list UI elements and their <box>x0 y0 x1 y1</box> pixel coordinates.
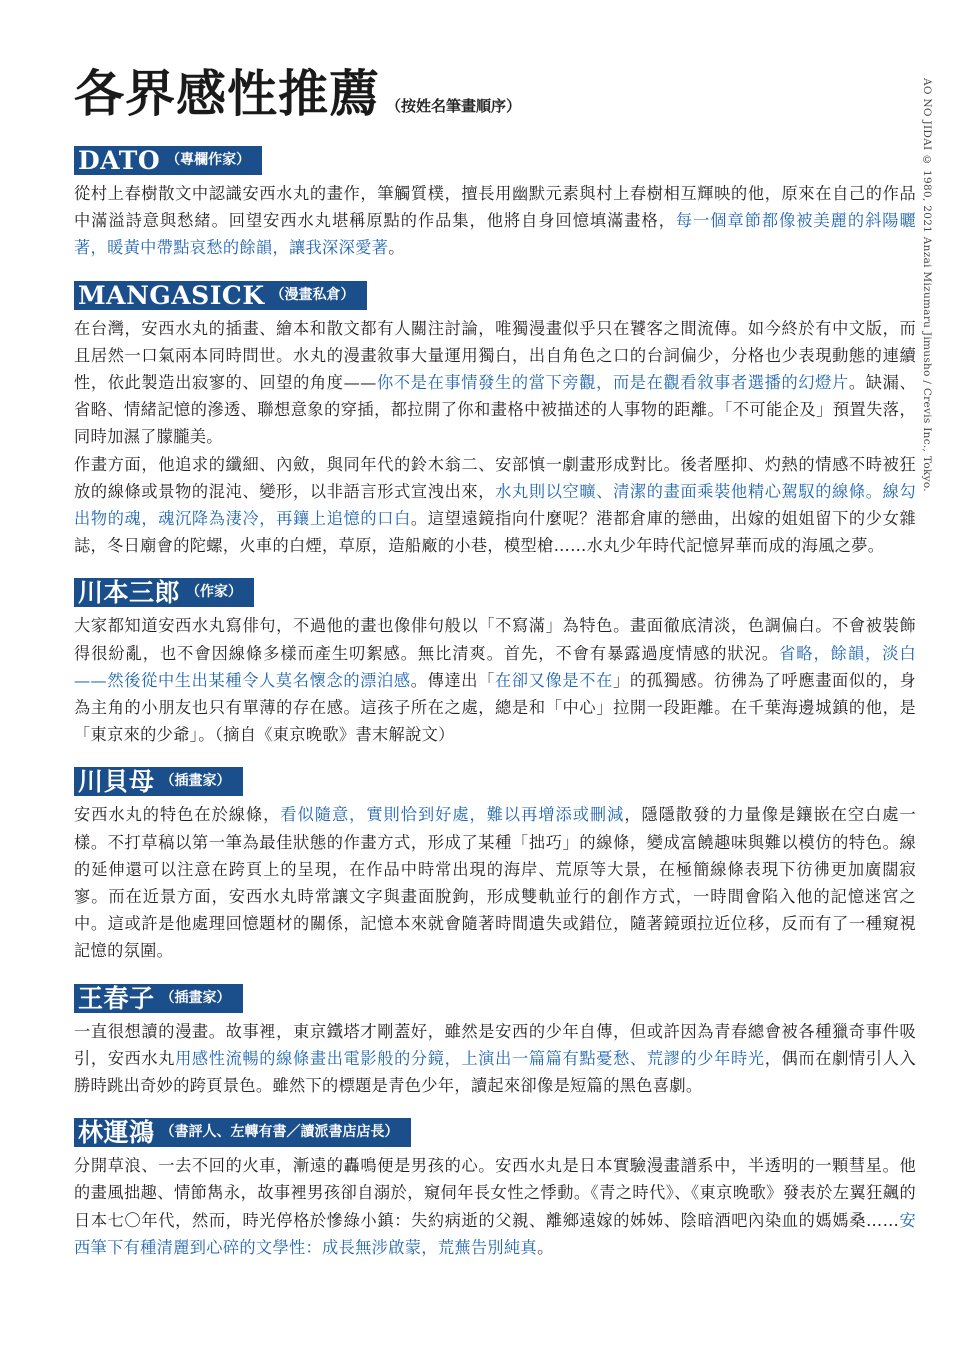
recommender-name: 王春子 <box>78 983 155 1013</box>
body-text: 安西水丸的特色在於線條， <box>74 805 281 825</box>
body-text: 在台灣，安西水丸的插畫、繪本和散文都有人關注討論，唯獨漫畫似乎只在饕客之間流傳。如今終於有中文版，而且居然一口氣兩本同時問世。水丸的漫畫敘事大量運用獨白，出自角色之口的台詞偏少，分格也少表現動態的連續性，依此製造出寂寥的、回望的角度—— <box>74 318 916 393</box>
recommender-role: （作家） <box>186 584 243 601</box>
recommender-header <box>74 146 262 175</box>
recommender-role: （專欄作家） <box>166 152 251 168</box>
recommendation-paragraph <box>74 1152 916 1261</box>
recommender-role: （書評人、左轉有書／讀派書店店長） <box>160 1124 399 1141</box>
recommender-name: 川貝母 <box>78 767 155 797</box>
highlighted-quote: 水丸則以空曠、清潔的畫面乘裝他精心駕馭的線條。線勾出物的魂，魂沉降為淒冷，再鑲上追憶的口白 <box>74 481 916 529</box>
body-text: 作畫方面，他追求的纖細、內斂，與同年代的鈴木翁二、安部慎一劇畫形成對比。後者壓抑、灼熱的情感不時被狂放的線條或景物的混沌、變形，以非語言形式宣洩出來， <box>74 454 916 501</box>
highlighted-quote: 每一個章節都像被美麗的斜陽曬著，暖黃中帶點哀愁的餘韻，讓我深深愛著 <box>74 211 917 258</box>
highlighted-quote: 在卻又像是不在 <box>495 670 613 690</box>
recommender-header <box>74 767 243 796</box>
recommendation-section <box>74 578 916 748</box>
highlighted-quote: 省略，餘韻，淡白——然後從中生出某種令人莫名懷念的漂泊感 <box>74 643 916 690</box>
recommender-header <box>74 281 367 310</box>
recommendation-section <box>74 767 916 964</box>
highlighted-quote: 安西筆下有種清麗到心碎的文學性：成長無涉啟蒙，荒蕪告別純真 <box>74 1210 916 1257</box>
recommender-name: 川本三郎 <box>78 578 181 608</box>
recommendation-paragraph <box>74 451 916 560</box>
recommendation-section <box>74 1118 916 1261</box>
recommendations-list <box>74 146 916 1261</box>
highlighted-quote: 看似隨意，實則恰到好處，難以再增添或刪減 <box>280 805 625 825</box>
body-text: 」的孤獨感。彷彿為了呼應畫面似的，身為主角的小朋友也只有單薄的存在感。這孩子所在之處，總是和「中心」拉開一段距離。在千葉海邊城鎮的他，是「東京來的少爺」。（摘自《東京晚歌》書末解說文） <box>74 670 916 745</box>
recommendation-section <box>74 281 916 560</box>
body-text: 一直很想讀的漫畫。故事裡，東京鐵塔才剛蓋好，雖然是安西的少年自傳，但或許因為青春總會被各種獵奇事件吸引，安西水丸 <box>74 1021 916 1068</box>
copyright-credit: AO NO JIDAI © 1980, 2021 Anzai Mizumaru Jimusho / Crevis Inc., Tokyo. <box>921 78 933 492</box>
body-text: 。 <box>388 238 405 258</box>
recommender-name: DATO <box>78 146 161 175</box>
recommender-role: （插畫家） <box>160 773 231 790</box>
body-text: 大家都知道安西水丸寫俳句，不過他的畫也像俳句般以「不寫滿」為特色。畫面徹底清淡，色調偏白。不會被裝飾得很紛亂，也不會因線條多樣而產生叨絮感。無比清爽。首先，不會有暴露過度情感的狀況。 <box>74 616 916 663</box>
highlighted-quote: 用感性流暢的線條畫出電影般的分鏡，上演出一篇篇有點憂愁、荒謬的少年時光 <box>175 1048 765 1068</box>
recommender-role: （插畫家） <box>160 989 231 1006</box>
recommender-role: （漫畫私倉） <box>270 286 355 303</box>
recommendation-paragraph <box>74 612 916 748</box>
title-note: （按姓名筆畫順序） <box>386 97 522 115</box>
recommender-header <box>74 1118 411 1147</box>
body-text: 。缺漏、省略、情緒記憶的滲透、聯想意象的穿插，都拉開了你和畫格中被描述的人事物的距離。「不可能企及」預置失落，同時加濕了朦朧美。 <box>74 373 916 447</box>
body-text: 。傳達出「 <box>410 670 495 690</box>
body-text: 從村上春樹散文中認識安西水丸的畫作，筆觸質樸，擅長用幽默元素與村上春樹相互輝映的他，原來在自己的作品中滿溢詩意與愁緒。回望安西水丸堪稱原點的作品集，他將自身回憶填滿畫格， <box>74 184 916 231</box>
recommendation-paragraph <box>74 801 916 964</box>
recommender-name: 林運鴻 <box>78 1118 155 1148</box>
highlighted-quote: 你不是在事情發生的當下旁觀，而是在觀看敘事者選播的幻燈片 <box>376 373 849 393</box>
recommendation-paragraph <box>74 315 916 451</box>
body-text: 。這望遠鏡指向什麼呢？港都倉庫的戀曲，出嫁的姐姐留下的少女雜誌，冬日廟會的陀螺，火車的白煙，草原，造船廠的小巷，模型槍……水丸少年時代記憶昇華而成的海風之夢。 <box>74 509 916 556</box>
recommender-header <box>74 984 243 1013</box>
recommendation-paragraph <box>74 180 916 262</box>
recommender-header <box>74 578 254 607</box>
body-text: 。 <box>537 1237 554 1257</box>
recommendation-section <box>74 984 916 1100</box>
body-text: ，偶而在劇情引人入勝時跳出奇妙的跨頁景色。雖然下的標題是青色少年，讀起來卻像是短篇的黑色喜劇。 <box>74 1048 916 1096</box>
recommendation-paragraph <box>74 1018 916 1100</box>
body-text: ，隱隱散發的力量像是鑲嵌在空白處一樣。不打草稿以第一筆為最佳狀態的作畫方式，形成了某種「拙巧」的線條，變成富饒趣味與難以模仿的特色。線的延伸還可以注意在跨頁上的呈現，在作品中時常出現的海岸、荒原等大景，在極簡線條表現下彷彿更加廣闊寂寥。而在近景方面，安西水丸時常讓文字與畫面脫鉤，形成雙軌並行的創作方式，一時間會陷入他的記憶迷宮之中。這或許是他處理回憶題材的關係，記憶本來就會隨著時間遺失或錯位，隨著鏡頭拉近位移，反而有了一種窺視記憶的氛圍。 <box>74 805 917 961</box>
body-text: 分開草浪、一去不回的火車，漸遠的轟鳴便是男孩的心。安西水丸是日本實驗漫畫譜系中，半透明的一顆彗星。他的畫風拙趣、情節雋永，故事裡男孩卻自溺於，窺伺年長女性之悸動。《青之時代》、《東京晚歌》發表於左翼狂飆的日本七〇年代，然而，時光停格於慘綠小鎮：失約病逝的父親、離鄉遠嫁的姊姊、陰暗酒吧內染血的媽媽桑…… <box>74 1156 916 1230</box>
recommender-name: MANGASICK <box>78 280 265 310</box>
recommendation-page <box>74 64 916 1280</box>
title-row <box>74 64 916 124</box>
page-title: 各界感性推薦 <box>74 64 380 123</box>
recommendation-section <box>74 146 916 262</box>
